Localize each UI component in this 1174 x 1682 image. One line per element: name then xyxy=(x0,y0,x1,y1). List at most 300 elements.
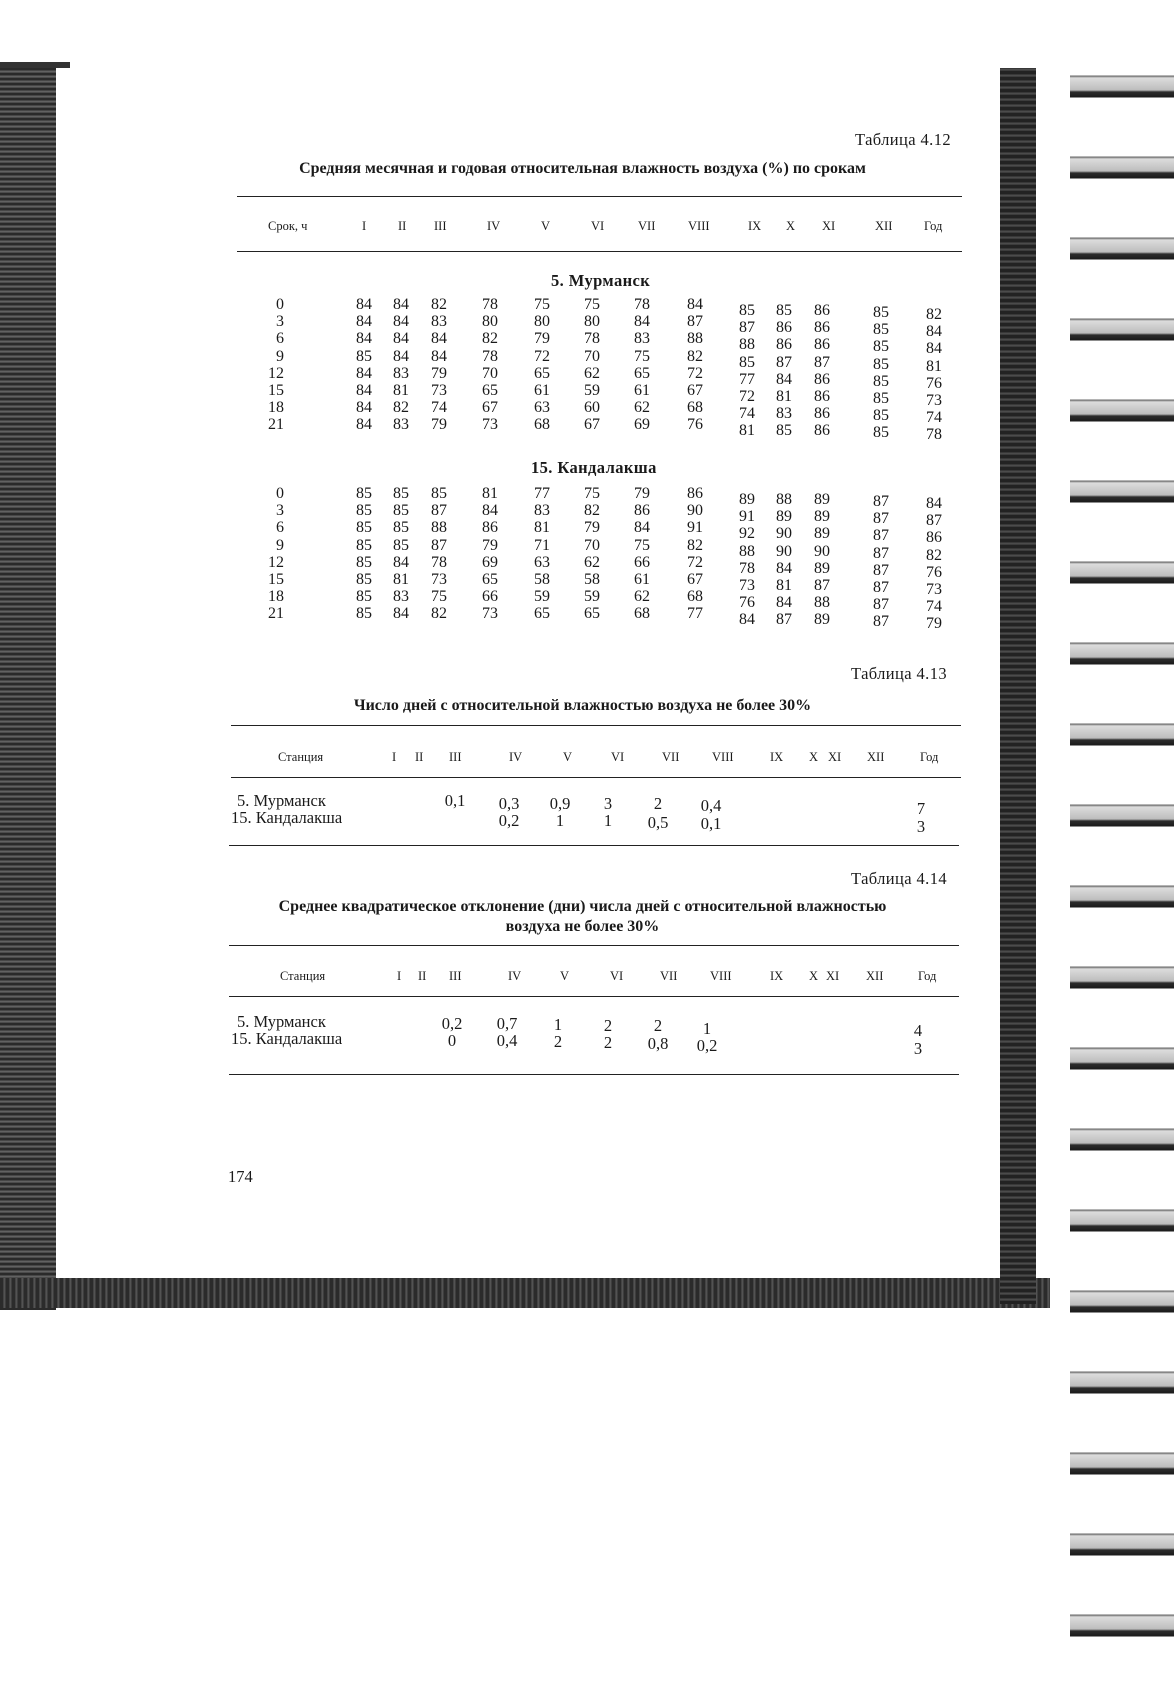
humidity-value: 87 xyxy=(873,527,889,545)
month-column xyxy=(732,302,762,440)
humidity-value: 80 xyxy=(482,313,498,331)
humidity-value: 63 xyxy=(534,553,550,571)
value-cell: 1 xyxy=(702,1019,712,1038)
humidity-value: 79 xyxy=(431,364,447,382)
humidity-value: 87 xyxy=(873,578,889,596)
humidity-value: 69 xyxy=(634,416,650,434)
humidity-value: 82 xyxy=(584,502,600,520)
table-4-14-title-line1: Среднее квадратическое отклонение (дни) числа дней с относительной влажностью xyxy=(278,898,887,915)
humidity-value: 86 xyxy=(776,336,792,354)
humidity-value: 78 xyxy=(482,347,498,365)
humidity-value: 89 xyxy=(776,508,792,526)
station-title-murmansk: 5. Мурманск xyxy=(551,271,651,290)
humidity-value: 87 xyxy=(739,319,755,337)
humidity-value: 67 xyxy=(687,570,703,588)
humidity-value: 62 xyxy=(584,364,600,382)
humidity-value: 86 xyxy=(776,319,792,337)
humidity-value: 92 xyxy=(739,525,755,543)
humidity-value: 73 xyxy=(926,391,942,409)
month-column xyxy=(577,485,607,623)
humidity-value: 85 xyxy=(776,302,792,319)
humidity-value: 78 xyxy=(634,296,650,313)
value-cell: 0,4 xyxy=(700,796,722,815)
humidity-value: 75 xyxy=(634,536,650,554)
humidity-value: 87 xyxy=(873,561,889,579)
term-value: 6 xyxy=(276,519,284,537)
humidity-value: 65 xyxy=(584,605,600,623)
value-cell: 7 xyxy=(916,799,926,818)
humidity-value: 74 xyxy=(739,405,755,423)
humidity-value: 78 xyxy=(739,559,755,577)
humidity-value: 74 xyxy=(431,399,447,417)
humidity-value: 84 xyxy=(926,340,942,358)
humidity-value: 87 xyxy=(776,611,792,629)
value-cell: 0,4 xyxy=(496,1031,518,1050)
humidity-value: 86 xyxy=(814,302,830,319)
header-month: X xyxy=(786,219,796,233)
term-value: 21 xyxy=(268,605,284,623)
month-column xyxy=(680,485,710,623)
month-column xyxy=(527,485,557,623)
humidity-value: 85 xyxy=(739,353,755,371)
humidity-value: 87 xyxy=(873,613,889,631)
humidity-value: 78 xyxy=(482,296,498,313)
humidity-value: 88 xyxy=(431,519,447,537)
humidity-value: 81 xyxy=(393,381,409,399)
value-cell: 2 xyxy=(603,1016,613,1035)
value-cell: 0,9 xyxy=(549,794,571,813)
humidity-value: 84 xyxy=(356,330,372,348)
humidity-value: 79 xyxy=(431,416,447,434)
header-month: V xyxy=(560,969,570,983)
humidity-value: 82 xyxy=(431,605,447,623)
humidity-value: 76 xyxy=(926,374,942,392)
value-cell: 3 xyxy=(913,1039,923,1058)
humidity-value: 88 xyxy=(739,542,755,560)
humidity-value: 68 xyxy=(634,605,650,623)
humidity-value: 86 xyxy=(814,336,830,354)
humidity-value: 89 xyxy=(814,559,830,577)
humidity-value: 84 xyxy=(356,364,372,382)
humidity-value: 85 xyxy=(873,407,889,425)
scan-shadow-left xyxy=(0,62,56,1310)
humidity-value: 87 xyxy=(873,544,889,562)
humidity-value: 79 xyxy=(584,519,600,537)
humidity-value: 85 xyxy=(356,502,372,520)
value-cell: 2 xyxy=(653,794,663,813)
humidity-value: 70 xyxy=(584,347,600,365)
header-month: IV xyxy=(509,750,523,764)
humidity-value: 89 xyxy=(814,611,830,629)
humidity-value: 74 xyxy=(926,409,942,427)
humidity-value: 84 xyxy=(356,399,372,417)
humidity-value: 79 xyxy=(926,615,942,633)
humidity-value: 67 xyxy=(482,399,498,417)
term-value: 9 xyxy=(276,536,284,554)
scan-shadow-bottom xyxy=(0,1278,1050,1308)
header-year: Год xyxy=(918,969,937,983)
month-column xyxy=(769,302,799,440)
table-4-13-number: Таблица 4.13 xyxy=(851,664,947,683)
humidity-value: 82 xyxy=(482,330,498,348)
month-column xyxy=(386,296,416,434)
header-month: V xyxy=(541,219,551,233)
humidity-value: 84 xyxy=(356,313,372,331)
humidity-value: 91 xyxy=(739,508,755,526)
month-column xyxy=(732,491,762,629)
humidity-value: 84 xyxy=(393,330,409,348)
humidity-value: 88 xyxy=(776,491,792,508)
table-rule xyxy=(229,996,959,997)
value-cell: 0,1 xyxy=(700,814,722,833)
header-month: VII xyxy=(662,750,680,764)
table-4-12-number: Таблица 4.12 xyxy=(855,130,951,149)
header-month: XI xyxy=(828,750,842,764)
humidity-value: 84 xyxy=(356,381,372,399)
humidity-value: 68 xyxy=(534,416,550,434)
humidity-value: 62 xyxy=(634,399,650,417)
humidity-value: 84 xyxy=(393,313,409,331)
station-name: 15. Кандалакша xyxy=(231,808,343,827)
humidity-value: 58 xyxy=(584,570,600,588)
table-rule xyxy=(237,196,962,197)
value-cell: 1 xyxy=(553,1015,563,1034)
value-cell: 3 xyxy=(603,794,613,813)
humidity-value: 67 xyxy=(584,416,600,434)
term-column xyxy=(250,485,284,623)
humidity-value: 86 xyxy=(814,422,830,440)
term-value: 0 xyxy=(276,296,284,313)
humidity-value: 61 xyxy=(634,570,650,588)
header-month: X xyxy=(809,969,819,983)
humidity-value: 60 xyxy=(584,399,600,417)
humidity-value: 84 xyxy=(482,502,498,520)
humidity-value: 68 xyxy=(687,588,703,606)
table-rule xyxy=(229,945,959,946)
humidity-value: 76 xyxy=(739,594,755,612)
humidity-value: 75 xyxy=(534,296,550,313)
header-month: XI xyxy=(826,969,840,983)
header-month: XII xyxy=(867,750,885,764)
header-month: I xyxy=(362,219,367,233)
humidity-value: 72 xyxy=(739,387,755,405)
header-month: VI xyxy=(591,219,605,233)
humidity-value: 82 xyxy=(393,399,409,417)
humidity-value: 87 xyxy=(873,596,889,614)
humidity-value: 73 xyxy=(926,580,942,598)
humidity-value: 84 xyxy=(634,313,650,331)
humidity-value: 82 xyxy=(687,536,703,554)
header-month: II xyxy=(398,219,407,233)
humidity-value: 70 xyxy=(482,364,498,382)
humidity-value: 87 xyxy=(814,353,830,371)
station-name: 5. Мурманск xyxy=(237,1012,326,1031)
humidity-value: 86 xyxy=(814,319,830,337)
humidity-value: 75 xyxy=(584,485,600,502)
humidity-value: 83 xyxy=(431,313,447,331)
term-value: 12 xyxy=(268,553,284,571)
humidity-value: 86 xyxy=(814,370,830,388)
humidity-value: 83 xyxy=(776,405,792,423)
humidity-value: 61 xyxy=(534,381,550,399)
humidity-value: 84 xyxy=(776,559,792,577)
humidity-value: 79 xyxy=(482,536,498,554)
humidity-value: 75 xyxy=(584,296,600,313)
header-month: III xyxy=(449,969,462,983)
term-value: 15 xyxy=(268,381,284,399)
term-value: 6 xyxy=(276,330,284,348)
humidity-value: 68 xyxy=(687,399,703,417)
header-month: I xyxy=(392,750,397,764)
humidity-value: 89 xyxy=(814,525,830,543)
header-month: IX xyxy=(770,969,784,983)
table-4-13-header xyxy=(225,750,965,768)
humidity-value: 67 xyxy=(687,381,703,399)
humidity-value: 81 xyxy=(739,422,755,440)
humidity-value: 85 xyxy=(873,424,889,442)
humidity-value: 84 xyxy=(356,416,372,434)
table-rule xyxy=(229,1074,959,1075)
value-cell: 1 xyxy=(555,811,565,830)
humidity-value: 89 xyxy=(739,491,755,508)
table-4-12-title: Средняя месячная и годовая относительная влажность воздуха (%) по срокам xyxy=(299,160,866,177)
header-month: III xyxy=(434,219,447,233)
humidity-value: 82 xyxy=(926,546,942,564)
header-month: IV xyxy=(487,219,501,233)
humidity-value: 73 xyxy=(431,570,447,588)
humidity-value: 71 xyxy=(534,536,550,554)
station-name: 5. Мурманск xyxy=(237,791,326,810)
term-value: 3 xyxy=(276,313,284,331)
humidity-value: 85 xyxy=(873,304,889,321)
humidity-value: 85 xyxy=(873,338,889,356)
month-column xyxy=(349,296,379,434)
humidity-value: 61 xyxy=(634,381,650,399)
table-4-12-header xyxy=(225,219,965,237)
term-value: 12 xyxy=(268,364,284,382)
term-value: 18 xyxy=(268,399,284,417)
humidity-value: 65 xyxy=(534,605,550,623)
humidity-value: 87 xyxy=(873,510,889,528)
humidity-value: 85 xyxy=(356,536,372,554)
table-rule xyxy=(231,777,961,778)
humidity-value: 65 xyxy=(634,364,650,382)
humidity-value: 85 xyxy=(393,536,409,554)
table-rule xyxy=(237,251,962,252)
page-number: 174 xyxy=(228,1167,253,1186)
header-month: V xyxy=(563,750,573,764)
humidity-value: 66 xyxy=(482,588,498,606)
humidity-value: 83 xyxy=(393,416,409,434)
value-cell: 0,2 xyxy=(498,811,520,830)
humidity-value: 85 xyxy=(356,605,372,623)
header-month: III xyxy=(449,750,462,764)
humidity-value: 79 xyxy=(634,485,650,502)
header-month: IX xyxy=(770,750,784,764)
header-month: XII xyxy=(875,219,893,233)
humidity-value: 82 xyxy=(687,347,703,365)
humidity-value: 87 xyxy=(431,536,447,554)
humidity-value: 90 xyxy=(776,542,792,560)
month-column xyxy=(627,485,657,623)
humidity-value: 86 xyxy=(926,529,942,547)
humidity-value: 72 xyxy=(534,347,550,365)
humidity-value: 82 xyxy=(431,296,447,313)
humidity-value: 81 xyxy=(482,485,498,502)
humidity-value: 82 xyxy=(926,306,942,323)
term-value: 18 xyxy=(268,588,284,606)
humidity-value: 81 xyxy=(926,357,942,375)
humidity-value: 86 xyxy=(814,387,830,405)
spiral-binding xyxy=(1070,45,1174,1682)
table-4-14-header xyxy=(225,969,965,987)
month-column xyxy=(527,296,557,434)
humidity-value: 84 xyxy=(393,553,409,571)
humidity-value: 84 xyxy=(926,323,942,341)
term-value: 0 xyxy=(276,485,284,502)
value-cell: 2 xyxy=(653,1016,663,1035)
humidity-value: 80 xyxy=(584,313,600,331)
humidity-value: 88 xyxy=(814,594,830,612)
humidity-value: 84 xyxy=(356,296,372,313)
term-value: 21 xyxy=(268,416,284,434)
humidity-value: 70 xyxy=(584,536,600,554)
humidity-value: 78 xyxy=(431,553,447,571)
humidity-value: 81 xyxy=(534,519,550,537)
header-month: II xyxy=(415,750,424,764)
month-column xyxy=(475,296,505,434)
humidity-value: 84 xyxy=(393,605,409,623)
year-column xyxy=(919,495,949,633)
year-column xyxy=(919,306,949,444)
humidity-value: 59 xyxy=(584,588,600,606)
humidity-value: 87 xyxy=(776,353,792,371)
humidity-value: 66 xyxy=(634,553,650,571)
header-month: I xyxy=(397,969,402,983)
humidity-value: 86 xyxy=(482,519,498,537)
humidity-value: 85 xyxy=(739,302,755,319)
value-cell: 0,2 xyxy=(696,1036,718,1055)
value-cell: 0,3 xyxy=(498,794,520,813)
humidity-value: 87 xyxy=(814,576,830,594)
humidity-value: 85 xyxy=(776,422,792,440)
humidity-value: 87 xyxy=(926,512,942,530)
header-month: VIII xyxy=(712,750,734,764)
term-value: 3 xyxy=(276,502,284,520)
scan-shadow-right xyxy=(1000,68,1036,1304)
value-cell: 0,5 xyxy=(647,813,669,832)
value-cell: 2 xyxy=(603,1033,613,1052)
station-name: 15. Кандалакша xyxy=(231,1029,343,1048)
header-year: Год xyxy=(920,750,939,764)
header-month: VII xyxy=(660,969,678,983)
humidity-value: 85 xyxy=(393,519,409,537)
scan-shadow-left-top xyxy=(0,62,70,68)
humidity-value: 84 xyxy=(687,296,703,313)
humidity-value: 88 xyxy=(687,330,703,348)
humidity-value: 77 xyxy=(687,605,703,623)
humidity-value: 85 xyxy=(356,588,372,606)
value-cell: 0,8 xyxy=(647,1034,669,1053)
humidity-value: 62 xyxy=(634,588,650,606)
humidity-value: 84 xyxy=(431,330,447,348)
humidity-value: 80 xyxy=(534,313,550,331)
month-column xyxy=(680,296,710,434)
humidity-value: 86 xyxy=(634,502,650,520)
humidity-value: 76 xyxy=(687,416,703,434)
table-rule xyxy=(231,725,961,726)
humidity-value: 84 xyxy=(431,347,447,365)
humidity-value: 87 xyxy=(687,313,703,331)
humidity-value: 85 xyxy=(873,372,889,390)
humidity-value: 83 xyxy=(634,330,650,348)
humidity-value: 83 xyxy=(393,364,409,382)
table-4-12-murmansk-data xyxy=(225,296,965,444)
humidity-value: 77 xyxy=(739,370,755,388)
header-month: XI xyxy=(822,219,836,233)
humidity-value: 84 xyxy=(393,347,409,365)
humidity-value: 65 xyxy=(482,381,498,399)
humidity-value: 59 xyxy=(534,588,550,606)
header-month: II xyxy=(418,969,427,983)
header-month: VIII xyxy=(710,969,732,983)
month-column xyxy=(866,304,896,442)
humidity-value: 74 xyxy=(926,598,942,616)
humidity-value: 69 xyxy=(482,553,498,571)
humidity-value: 84 xyxy=(776,370,792,388)
humidity-value: 91 xyxy=(687,519,703,537)
humidity-value: 58 xyxy=(534,570,550,588)
month-column xyxy=(424,296,454,434)
humidity-value: 87 xyxy=(431,502,447,520)
humidity-value: 78 xyxy=(584,330,600,348)
header-month: VIII xyxy=(688,219,710,233)
header-month: IX xyxy=(748,219,762,233)
month-column xyxy=(386,485,416,623)
value-cell: 1 xyxy=(603,811,613,830)
header-station: Станция xyxy=(278,750,324,764)
humidity-value: 88 xyxy=(739,336,755,354)
humidity-value: 72 xyxy=(687,553,703,571)
month-column xyxy=(807,491,837,629)
humidity-value: 90 xyxy=(814,542,830,560)
header-year: Год xyxy=(924,219,943,233)
humidity-value: 84 xyxy=(393,296,409,313)
term-value: 15 xyxy=(268,570,284,588)
humidity-value: 84 xyxy=(634,519,650,537)
table-4-13-title: Число дней с относительной влажностью воздуха не более 30% xyxy=(353,697,812,714)
month-column xyxy=(866,493,896,631)
humidity-value: 90 xyxy=(687,502,703,520)
humidity-value: 84 xyxy=(739,611,755,629)
value-cell: 3 xyxy=(916,817,926,836)
humidity-value: 89 xyxy=(814,508,830,526)
month-column xyxy=(424,485,454,623)
humidity-value: 81 xyxy=(393,570,409,588)
value-cell: 4 xyxy=(913,1021,923,1040)
humidity-value: 83 xyxy=(534,502,550,520)
header-month: IV xyxy=(508,969,522,983)
header-month: X xyxy=(809,750,819,764)
table-4-14-number: Таблица 4.14 xyxy=(851,869,947,888)
humidity-value: 85 xyxy=(873,389,889,407)
humidity-value: 85 xyxy=(393,485,409,502)
humidity-value: 85 xyxy=(356,485,372,502)
header-station: Станция xyxy=(280,969,326,983)
humidity-value: 75 xyxy=(431,588,447,606)
humidity-value: 73 xyxy=(482,416,498,434)
humidity-value: 85 xyxy=(356,553,372,571)
